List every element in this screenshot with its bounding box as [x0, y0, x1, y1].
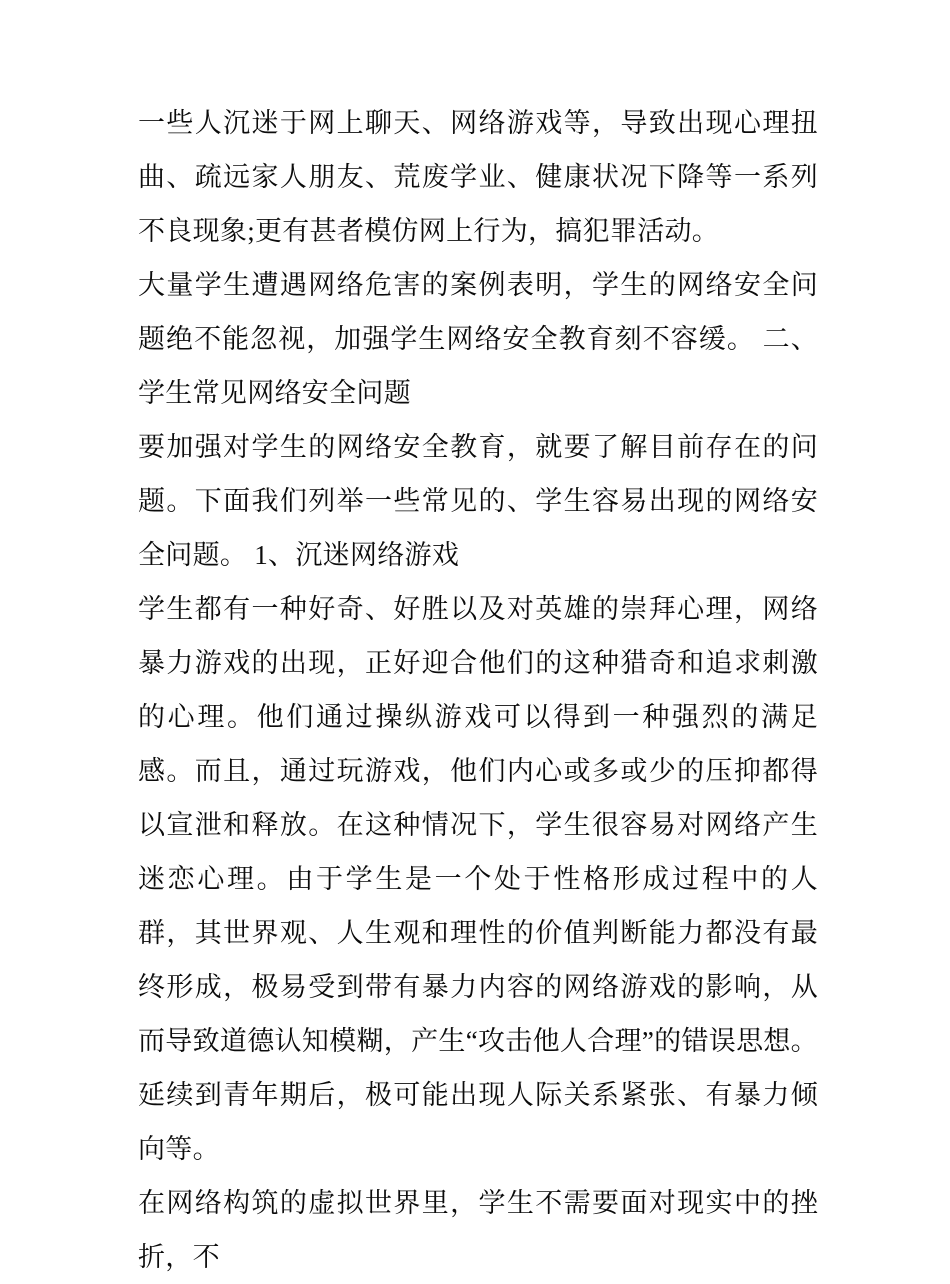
paragraph: 在网络构筑的虚拟世界里，学生不需要面对现实中的挫折，不 [138, 1188, 818, 1272]
document-body [138, 96, 818, 1284]
paragraph: 要加强对学生的网络安全教育，就要了解目前存在的问题。下面我们列举一些常见的、学生容易出现的网络安全问题。 1、沉迷网络游戏 [138, 432, 818, 570]
paragraph: 大量学生遭遇网络危害的案例表明，学生的网络安全问题绝不能忽视，加强学生网络安全教育刻不容缓。 二、学生常见网络安全问题 [138, 270, 818, 408]
paragraph: 学生都有一种好奇、好胜以及对英雄的崇拜心理，网络暴力游戏的出现，正好迎合他们的这种猎奇和追求刺激的心理。他们通过操纵游戏可以得到一种强烈的满足感。而且，通过玩游戏，他们内心或多或少的压抑都得以宣泄和释放。在这种情况下，学生很容易对网络产生迷恋心理。由于学生是一个处于性格形成过程中的人群，其世界观、人生观和理性的价值判断能力都没有最终形成，极易受到带有暴力内容的网络游戏的影响，从而导致道德认知模糊，产生“攻击他人合理”的错误思想。延续到青年期后，极可能出现人际关系紧张、有暴力倾向等。 [138, 594, 818, 1164]
paragraph: 一些人沉迷于网上聊天、网络游戏等，导致出现心理扭曲、疏远家人朋友、荒废学业、健康状况下降等一系列不良现象;更有甚者模仿网上行为，搞犯罪活动。 [138, 108, 818, 246]
